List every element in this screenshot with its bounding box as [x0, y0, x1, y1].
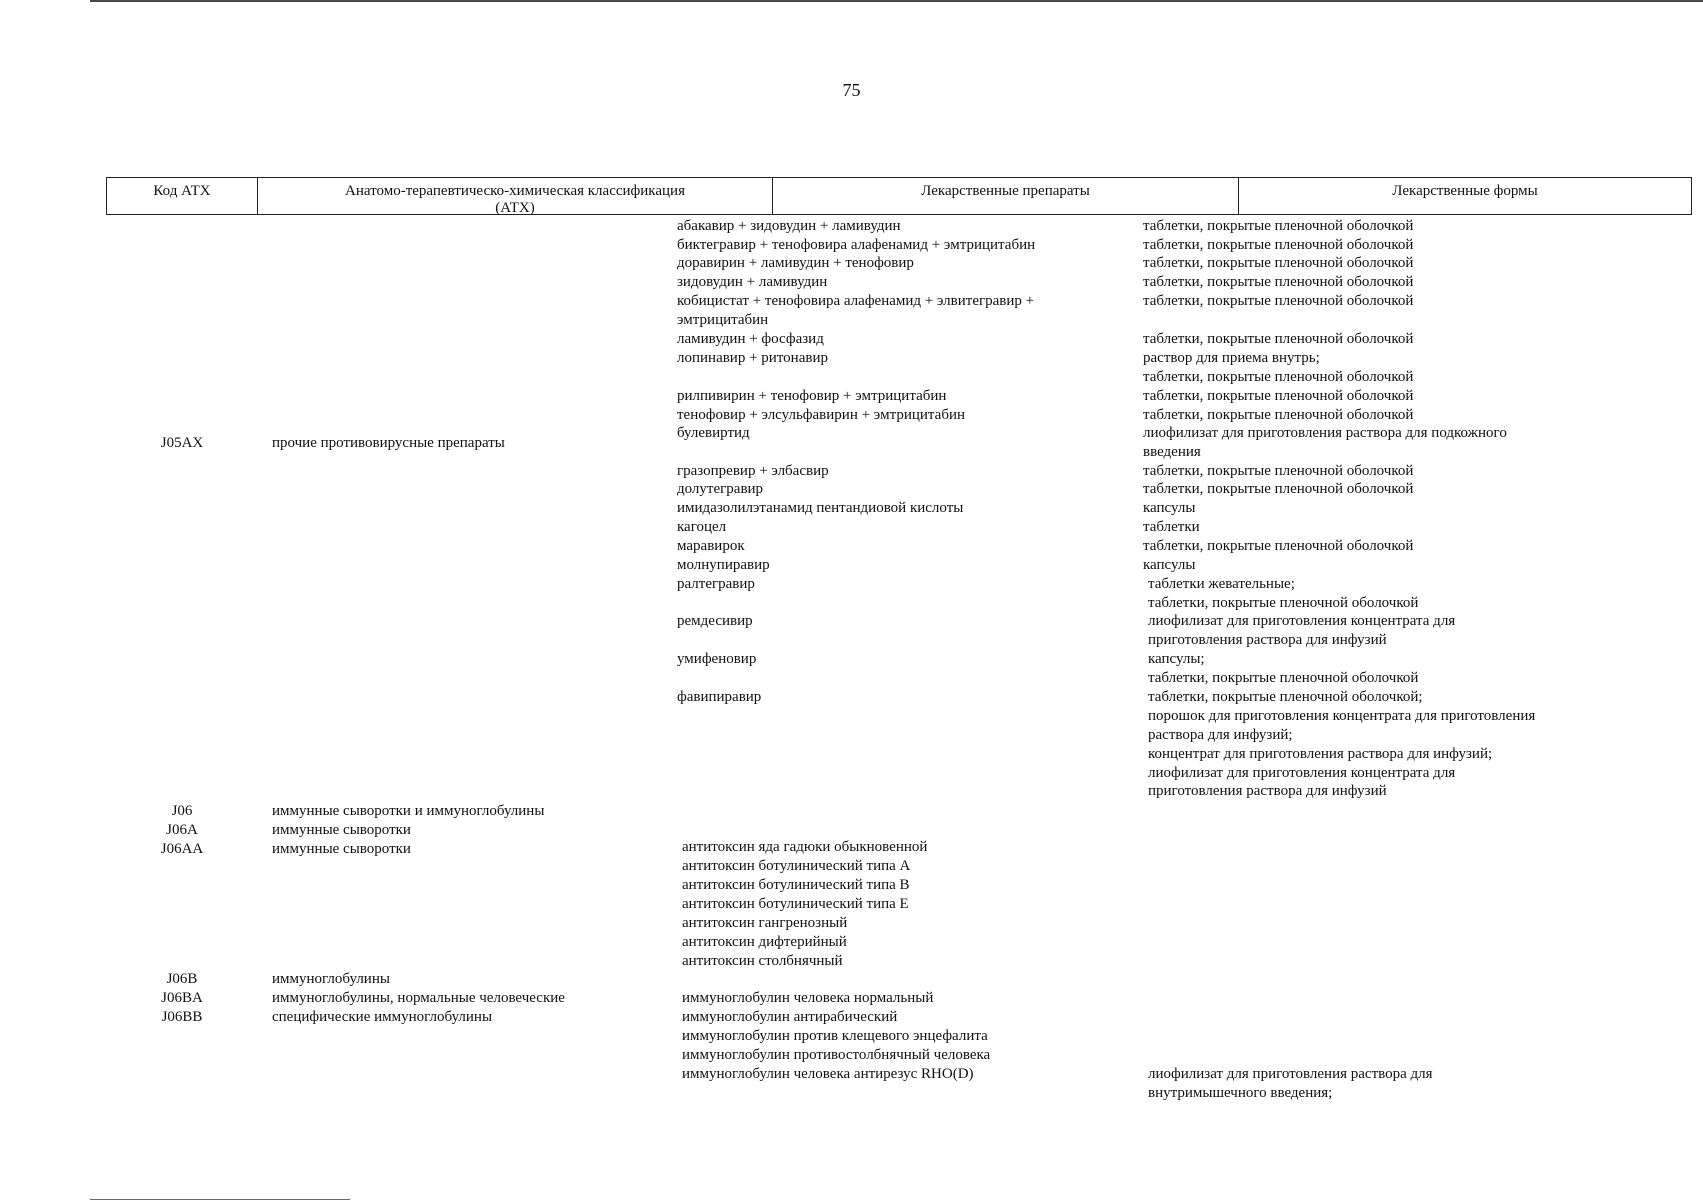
drug-name: кобицистат + тенофовира алафенамид + элвитегравир +: [677, 293, 1035, 309]
drug-name: антитоксин ботулинический типа А: [682, 858, 911, 874]
drug-name: тенофовир + элсульфавирин + эмтрицитабин: [677, 407, 966, 423]
drug-name: антитоксин столбнячный: [682, 953, 843, 969]
drug-name: абакавир + зидовудин + ламивудин: [677, 218, 901, 234]
drug-name: фавипиравир: [677, 689, 762, 705]
drug-name: иммуноглобулин против клещевого энцефалита: [682, 1028, 988, 1044]
drug-name: булевиртид: [677, 425, 750, 441]
drug-name: гразопревир + элбасвир: [677, 463, 829, 479]
dosage-form: таблетки, покрытые пленочной оболочкой: [1143, 255, 1414, 271]
drug-name: антитоксин ботулинический типа В: [682, 877, 910, 893]
drug-name: доравирин + ламивудин + тенофовир: [677, 255, 914, 271]
dosage-form: лиофилизат для приготовления концентрата для: [1148, 765, 1456, 781]
header-classification-line1: Анатомо-терапевтическо-химическая классификация: [345, 183, 685, 199]
dosage-form: таблетки, покрытые пленочной оболочкой: [1143, 369, 1414, 385]
drug-name: ремдесивир: [677, 613, 753, 629]
dosage-form: таблетки, покрытые пленочной оболочкой: [1143, 293, 1414, 309]
drug-name: рилпивирин + тенофовир + эмтрицитабин: [677, 388, 947, 404]
drug-name: ламивудин + фосфазид: [677, 331, 824, 347]
dosage-form: таблетки, покрытые пленочной оболочкой;: [1148, 689, 1423, 705]
atx-classification: иммуноглобулины, нормальные человеческие: [272, 990, 565, 1006]
dosage-form: таблетки, покрытые пленочной оболочкой: [1143, 331, 1414, 347]
dosage-form: приготовления раствора для инфузий: [1148, 632, 1387, 648]
header-forms: Лекарственные формы: [1238, 177, 1692, 215]
dosage-form: внутримышечного введения;: [1148, 1085, 1333, 1101]
header-code: Код АТХ: [106, 177, 258, 215]
drug-name: иммуноглобулин человека антирезус RHO(D): [682, 1066, 974, 1082]
atx-code: J05AX: [160, 435, 204, 451]
dosage-form: таблетки, покрытые пленочной оболочкой: [1143, 237, 1414, 253]
drug-name: иммуноглобулин человека нормальный: [682, 990, 934, 1006]
dosage-form: раствора для инфузий;: [1148, 727, 1293, 743]
dosage-form: таблетки, покрытые пленочной оболочкой: [1148, 670, 1419, 686]
drug-name: антитоксин гангренозный: [682, 915, 848, 931]
drug-name: иммуноглобулин противостолбнячный человека: [682, 1047, 991, 1063]
atx-classification: иммунные сыворотки и иммуноглобулины: [272, 803, 545, 819]
dosage-form: капсулы: [1143, 500, 1196, 516]
atx-classification: иммуноглобулины: [272, 971, 390, 987]
atx-code: J06AA: [160, 841, 204, 857]
drug-name: иммуноглобулин антирабический: [682, 1009, 898, 1025]
dosage-form: таблетки: [1143, 519, 1200, 535]
dosage-form: лиофилизат для приготовления раствора для подкожного: [1143, 425, 1507, 441]
dosage-form: таблетки, покрытые пленочной оболочкой: [1143, 481, 1414, 497]
drug-name: ралтегравир: [677, 576, 755, 592]
dosage-form: введения: [1143, 444, 1201, 460]
drug-name: умифеновир: [677, 651, 757, 667]
drug-name: антитоксин яда гадюки обыкновенной: [682, 839, 928, 855]
dosage-form: таблетки, покрытые пленочной оболочкой: [1143, 407, 1414, 423]
dosage-form: таблетки, покрытые пленочной оболочкой: [1143, 463, 1414, 479]
dosage-form: таблетки, покрытые пленочной оболочкой: [1143, 388, 1414, 404]
dosage-form: капсулы;: [1148, 651, 1205, 667]
drug-name: кагоцел: [677, 519, 727, 535]
drug-name: долутегравир: [677, 481, 764, 497]
dosage-form: таблетки, покрытые пленочной оболочкой: [1148, 595, 1419, 611]
atx-classification: прочие противовирусные препараты: [272, 435, 505, 451]
drug-name: молнупиравир: [677, 557, 770, 573]
drug-name: маравирок: [677, 538, 745, 554]
atx-code: J06BA: [161, 990, 203, 1006]
atx-code: J06B: [166, 971, 198, 987]
header-classification-line2: (АТХ): [495, 200, 535, 216]
drug-name: лопинавир + ритонавир: [677, 350, 828, 366]
dosage-form: капсулы: [1143, 557, 1196, 573]
drug-name: имидазолилэтанамид пентандиовой кислоты: [677, 500, 964, 516]
table-header: [106, 177, 1584, 215]
atx-classification: иммунные сыворотки: [272, 822, 411, 838]
drug-name: биктегравир + тенофовира алафенамид + эмтрицитабин: [677, 237, 1036, 253]
dosage-form: таблетки, покрытые пленочной оболочкой: [1143, 538, 1414, 554]
scan-top-edge: [90, 0, 1703, 2]
dosage-form: порошок для приготовления концентрата для приготовления: [1148, 708, 1536, 724]
drug-name: антитоксин ботулинический типа Е: [682, 896, 909, 912]
header-classification: [257, 177, 773, 215]
dosage-form: лиофилизат для приготовления раствора для: [1148, 1066, 1433, 1082]
atx-classification: иммунные сыворотки: [272, 841, 411, 857]
header-drugs: Лекарственные препараты: [772, 177, 1239, 215]
dosage-form: приготовления раствора для инфузий: [1148, 783, 1387, 799]
drug-name: зидовудин + ламивудин: [677, 274, 828, 290]
dosage-form: таблетки, покрытые пленочной оболочкой: [1143, 274, 1414, 290]
atx-classification: специфические иммуноглобулины: [272, 1009, 493, 1025]
page-number: 75: [842, 80, 861, 100]
drug-name: антитоксин дифтерийный: [682, 934, 847, 950]
atx-code: J06BB: [161, 1009, 203, 1025]
dosage-form: лиофилизат для приготовления концентрата для: [1148, 613, 1456, 629]
atx-code: J06A: [166, 822, 198, 838]
dosage-form: таблетки, покрытые пленочной оболочкой: [1143, 218, 1414, 234]
dosage-form: раствор для приема внутрь;: [1143, 350, 1320, 366]
dosage-form: концентрат для приготовления раствора для инфузий;: [1148, 746, 1493, 762]
dosage-form: таблетки жевательные;: [1148, 576, 1295, 592]
drug-name: эмтрицитабин: [677, 312, 769, 328]
atx-code: J06: [171, 803, 193, 819]
